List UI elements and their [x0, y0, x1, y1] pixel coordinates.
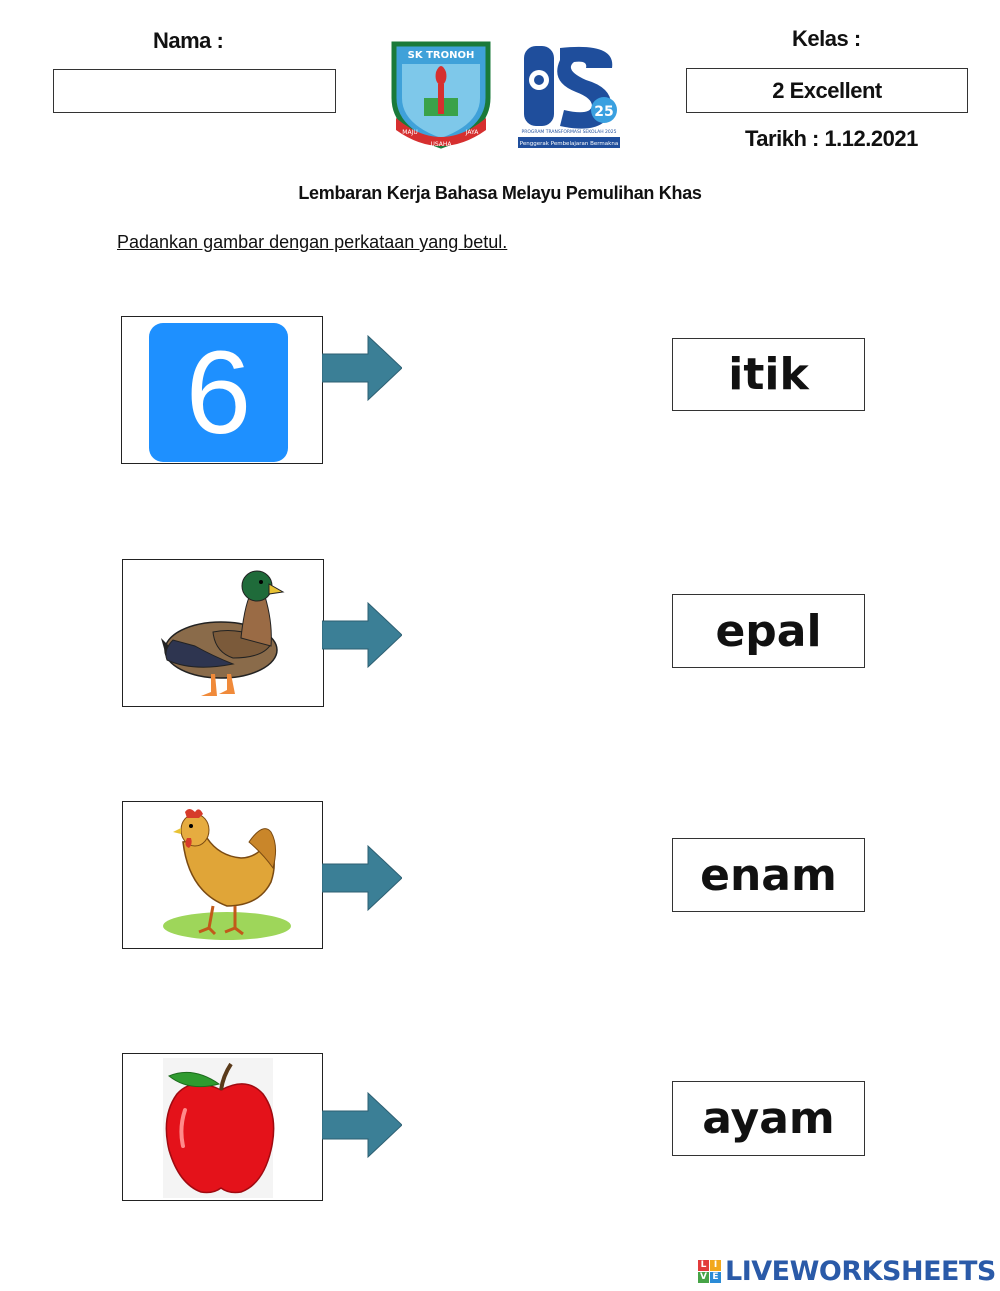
apple-icon [123, 1054, 322, 1200]
date-label: Tarikh : 1.12.2021 [745, 126, 918, 151]
school-logo-name: SK TRONOH [407, 50, 475, 61]
ts-logo-number: 25 [594, 104, 614, 120]
arrow-right-icon [322, 601, 402, 669]
brand-text: LIVEWORKSHEETS [725, 1256, 996, 1287]
instruction-text: Padankan gambar dengan perkataan yang betul. [117, 232, 508, 252]
name-label: Nama : [153, 28, 224, 53]
liveworksheets-logo-icon: L I V E [698, 1260, 721, 1283]
picture-apple [122, 1053, 323, 1201]
duck-icon [123, 560, 323, 706]
arrow-right-icon [322, 1091, 402, 1159]
word-card[interactable]: itik [672, 338, 865, 411]
picture-duck [122, 559, 324, 707]
class-label: Kelas : [792, 26, 861, 51]
ts-logo-tagline: Penggerak Pembelajaran Bermakna [519, 141, 619, 147]
liveworksheets-brand[interactable] [698, 1256, 996, 1287]
number-six-icon: 6 [149, 323, 288, 462]
word-card[interactable]: ayam [672, 1081, 865, 1156]
word-card[interactable]: enam [672, 838, 865, 912]
ts25-logo [516, 40, 622, 152]
school-logo-motto-mid: USAHA [430, 141, 452, 148]
arrow-right-icon [322, 334, 402, 402]
word-card[interactable]: epal [672, 594, 865, 668]
name-field[interactable] [53, 69, 336, 113]
ts-logo-caption: PROGRAM TRANSFORMASI SEKOLAH 2025 [521, 130, 617, 135]
picture-chicken [122, 801, 323, 949]
school-crest-logo [388, 38, 494, 150]
class-field: 2 Excellent [686, 68, 968, 113]
arrow-right-icon [322, 844, 402, 912]
worksheet-title: Lembaran Kerja Bahasa Melayu Pemulihan Khas [298, 183, 702, 203]
chicken-icon [123, 802, 322, 948]
school-logo-motto-left: MAJU [402, 129, 418, 136]
school-logo-motto-right: JAYA [465, 129, 479, 136]
picture-six [121, 316, 323, 464]
